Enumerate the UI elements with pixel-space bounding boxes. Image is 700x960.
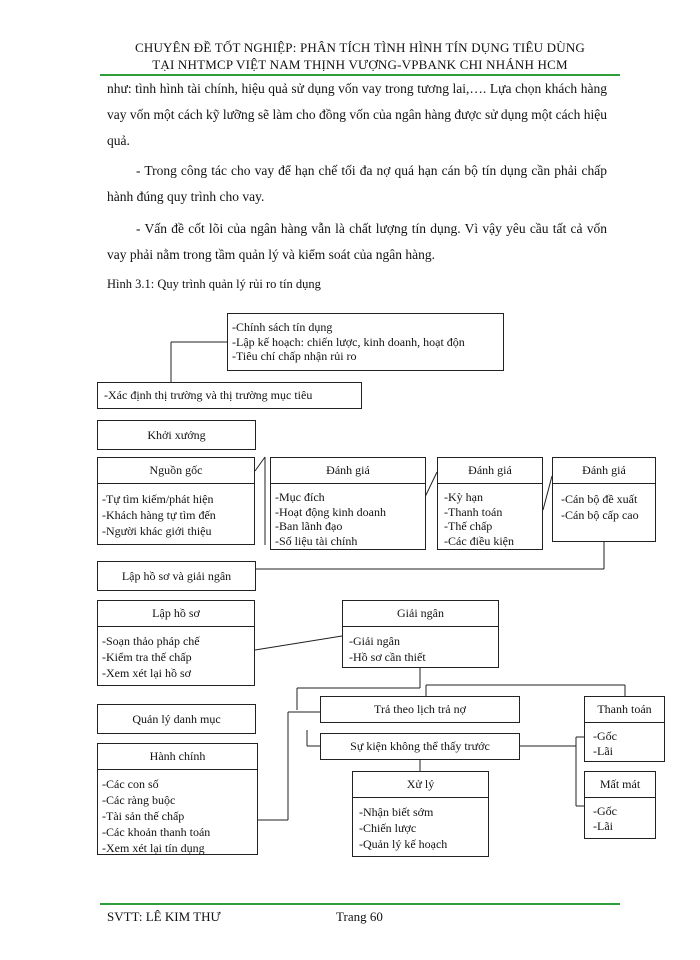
handling-title: Xử lý	[353, 772, 488, 798]
administration-item: -Xem xét lại tín dụng	[102, 841, 205, 855]
policy-item: -Chính sách tín dụng	[232, 320, 333, 334]
payment-item: -Lãi	[593, 744, 613, 758]
market-definition-box: -Xác định thị trường và thị trường mục tiêu	[97, 382, 362, 409]
loss-box	[584, 771, 656, 839]
evaluation-title-1: Đánh giá	[271, 458, 425, 484]
handling-item: -Chiến lược	[359, 821, 417, 835]
filing-item: -Xem xét lại hồ sơ	[102, 666, 191, 680]
payment-title: Thanh toán	[585, 697, 664, 723]
payment-item: -Gốc	[593, 729, 617, 743]
loss-item: -Gốc	[593, 804, 617, 818]
filing-title: Lập hồ sơ	[98, 601, 254, 627]
evaluation-item: -Thanh toán	[444, 504, 503, 519]
handling-box	[352, 771, 489, 857]
unforeseen-event-box: Sự kiện không thể thấy trước	[320, 733, 520, 760]
filing-item: -Soạn thảo pháp chế	[102, 634, 200, 648]
evaluation-item: -Mục đích	[275, 490, 325, 504]
policy-item: -Lập kế hoạch: chiến lược, kinh doanh, hoạt độn	[232, 334, 465, 349]
evaluation-item: -Số liệu tài chính	[275, 533, 358, 548]
loss-item: -Lãi	[593, 819, 613, 833]
evaluation-box-2	[437, 457, 543, 550]
evaluation-item: -Thế chấp	[444, 519, 493, 533]
portfolio-management-box: Quản lý danh mục	[97, 704, 256, 734]
paragraph-1: như: tình hình tài chính, hiệu quả sử dụng vốn vay trong tương lai,…. Lựa chọn khách hàng vay vốn một cách kỹ lưỡng sẽ làm cho đồng vốn của ngân hàng được sử dụng một cách hiệu quả.	[107, 81, 607, 148]
evaluation-title-3: Đánh giá	[553, 458, 655, 484]
handling-item: -Quản lý kế hoạch	[359, 837, 448, 851]
evaluation-item: -Ban lãnh đạo	[275, 519, 343, 533]
administration-box	[97, 743, 258, 855]
origin-item: -Tự tìm kiếm/phát hiện	[102, 492, 214, 506]
evaluation-item: -Các điều kiện	[444, 533, 514, 548]
administration-item: -Các con số	[102, 777, 159, 791]
origin-title: Nguồn gốc	[98, 458, 254, 484]
footer-author: SVTT: LÊ KIM THƯ	[107, 909, 221, 924]
disbursement-item: -Hồ sơ cần thiết	[349, 650, 426, 664]
policy-item: -Tiêu chí chấp nhận rủi ro	[232, 349, 357, 363]
header-line-2: TẠI NHTMCP VIỆT NAM THỊNH VƯỢNG-VPBANK CHI NHÁNH HCM	[152, 57, 568, 72]
paragraph-3: - Vấn đề cốt lõi của ngân hàng vẫn là chất lượng tín dụng. Vì vậy yêu cầu tất cả vốn vay phải nằm trong tầm quản lý và kiểm soát của ngân hàng.	[107, 221, 607, 262]
handling-item: -Nhận biết sớm	[359, 805, 434, 819]
administration-item: -Các khoản thanh toán	[102, 825, 211, 839]
payment-box	[584, 696, 665, 762]
origin-item: -Khách hàng tự tìm đến	[102, 508, 216, 522]
administration-item: -Tài sản thế chấp	[102, 809, 185, 823]
scheduled-repayment-box: Trả theo lịch trả nợ	[320, 696, 520, 723]
disbursement-box	[342, 600, 499, 668]
evaluation-item: -Cán bộ đề xuất	[561, 492, 638, 506]
footer-rule	[100, 903, 620, 905]
filing-box	[97, 600, 255, 686]
initiation-box: Khởi xướng	[97, 420, 256, 450]
paragraph-2: - Trong công tác cho vay để hạn chế tối đa nợ quá hạn cán bộ tín dụng cần phải chấp hành đúng quy trình cho vay.	[107, 163, 607, 204]
evaluation-box-3	[552, 457, 656, 542]
footer-page-number: Trang 60	[336, 909, 383, 924]
evaluation-item: -Kỳ hạn	[444, 490, 483, 504]
filing-disbursement-box: Lập hồ sơ và giải ngân	[97, 561, 256, 591]
credit-policy-box	[227, 313, 504, 371]
disbursement-item: -Giải ngân	[349, 634, 400, 648]
filing-item: -Kiểm tra thế chấp	[102, 650, 192, 664]
evaluation-item: -Cán bộ cấp cao	[561, 508, 639, 522]
disbursement-title: Giải ngân	[343, 601, 498, 627]
figure-caption: Hình 3.1: Quy trình quản lý rủi ro tín dụng	[107, 277, 321, 291]
loss-title: Mất mát	[585, 772, 655, 798]
administration-title: Hành chính	[98, 744, 257, 770]
administration-item: -Các ràng buộc	[102, 793, 176, 807]
evaluation-item: -Hoạt động kinh doanh	[275, 504, 386, 519]
evaluation-title-2: Đánh giá	[438, 458, 542, 484]
header-line-1: CHUYÊN ĐỀ TỐT NGHIỆP: PHÂN TÍCH TÌNH HÌNH TÍN DỤNG TIÊU DÙNG	[134, 40, 585, 55]
evaluation-box-1	[270, 457, 426, 550]
origin-box	[97, 457, 255, 545]
origin-item: -Người khác giới thiệu	[102, 524, 212, 538]
